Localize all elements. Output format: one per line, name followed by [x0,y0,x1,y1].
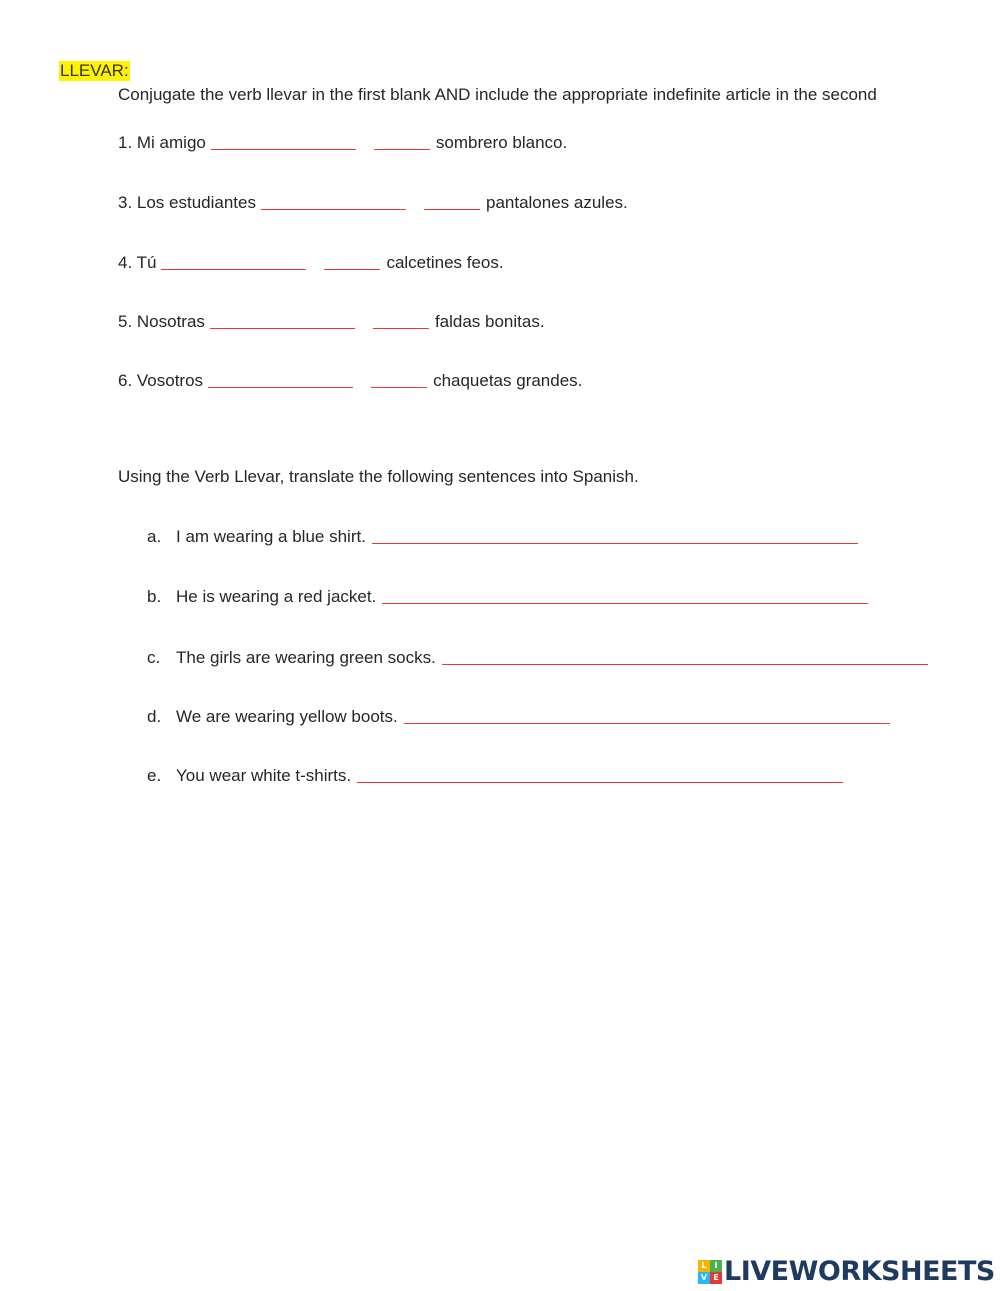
item-suffix: pantalones azules. [485,193,628,212]
logo-mark-cell: L [698,1260,710,1272]
logo-mark-cell: E [710,1272,722,1284]
item-prefix: 3. Los estudiantes [118,193,256,212]
conjugation-item [118,253,504,273]
item-prefix: 4. Tú [118,253,157,272]
article-blank[interactable] [373,314,429,329]
item-suffix: faldas bonitas. [434,312,545,331]
item-suffix: calcetines feos. [386,253,504,272]
verb-blank[interactable] [208,373,353,388]
conjugation-item [118,312,545,332]
item-text: We are wearing yellow boots. [176,707,398,726]
translation-blank[interactable] [357,768,843,783]
item-text: The girls are wearing green socks. [176,648,436,667]
item-prefix: 6. Vosotros [118,371,204,390]
conjugation-item [118,133,567,153]
verb-blank[interactable] [211,135,356,150]
article-blank[interactable] [374,135,430,150]
translation-instruction: Using the Verb Llevar, translate the following sentences into Spanish. [118,467,639,486]
logo-mark-icon [698,1260,722,1284]
item-text: He is wearing a red jacket. [176,587,377,606]
conjugation-item [118,193,628,213]
translation-item [147,527,858,547]
item-prefix: 5. Nosotras [118,312,205,331]
article-blank[interactable] [424,195,480,210]
liveworksheets-logo [698,1256,995,1287]
translation-blank[interactable] [442,650,928,665]
item-letter: c. [147,648,161,667]
logo-text: LIVEWORKSHEETS [724,1256,995,1287]
item-suffix: sombrero blanco. [435,133,568,152]
verb-blank[interactable] [210,314,355,329]
logo-mark-cell: I [710,1260,722,1272]
translation-item [147,587,868,607]
item-prefix: 1. Mi amigo [118,133,206,152]
translation-blank[interactable] [404,709,890,724]
item-text: I am wearing a blue shirt. [176,527,366,546]
item-letter: d. [147,707,162,726]
verb-blank[interactable] [161,255,306,270]
verb-blank[interactable] [261,195,406,210]
heading-llevar: LLEVAR: [60,61,129,80]
item-letter: e. [147,766,162,785]
item-suffix: chaquetas grandes. [433,371,583,390]
translation-item [147,707,890,727]
translation-item [147,648,928,668]
item-letter: b. [147,587,162,606]
conjugation-item [118,371,582,391]
translation-item [147,766,843,786]
article-blank[interactable] [324,255,380,270]
article-blank[interactable] [371,373,427,388]
item-text: You wear white t-shirts. [176,766,352,785]
logo-mark-cell: V [698,1272,710,1284]
conjugation-instruction: Conjugate the verb llevar in the first blank AND include the appropriate indefinite article in the second [118,85,877,104]
item-letter: a. [147,527,162,546]
translation-blank[interactable] [382,589,868,604]
translation-blank[interactable] [372,529,858,544]
